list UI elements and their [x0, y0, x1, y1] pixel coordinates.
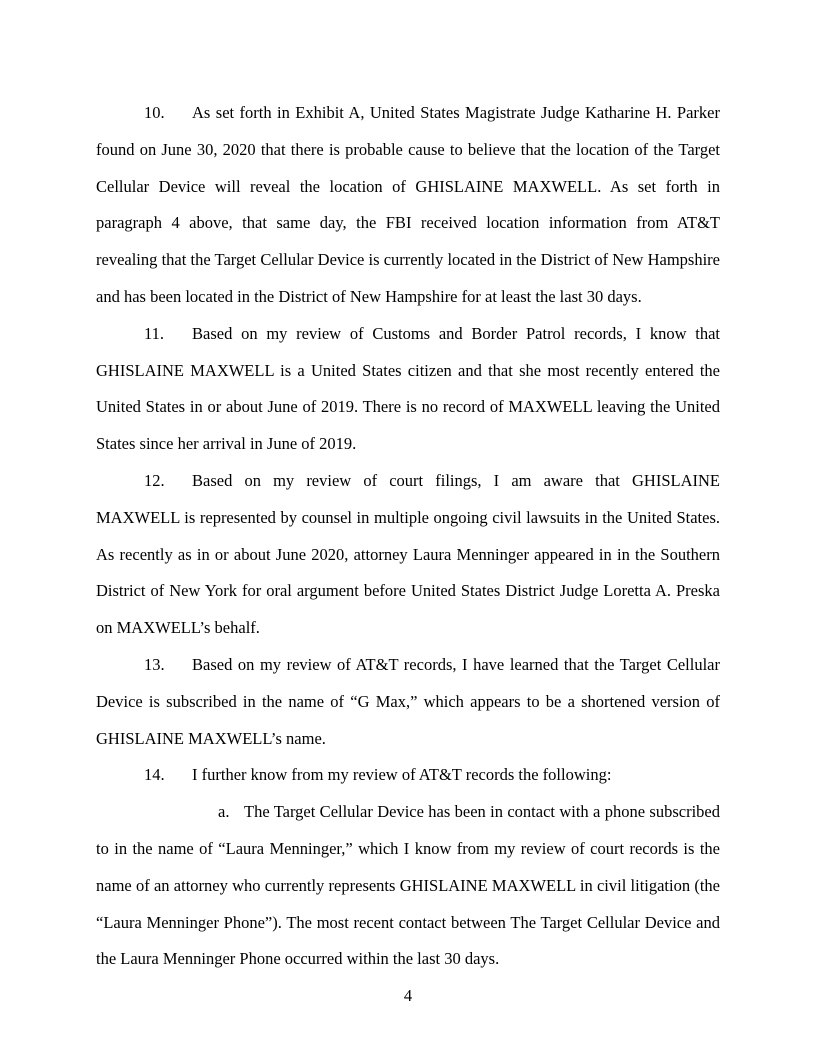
- paragraph-11-text: Based on my review of Customs and Border Patrol records, I know that GHISLAINE MAXWELL is a United States citizen and that she most recently entered the United States in or about June of 2019. There is no record of MAXWELL leaving the United States since her arrival in June of 2019.: [96, 323, 720, 454]
- paragraph-14-number: 14.: [144, 765, 165, 785]
- subparagraph-a: [96, 794, 720, 978]
- paragraph-12-number: 12.: [144, 470, 165, 490]
- paragraph-11-number: 11.: [144, 323, 165, 343]
- paragraph-10: [96, 95, 720, 316]
- paragraph-14: [96, 757, 720, 794]
- subparagraph-a-letter: a.: [218, 802, 230, 822]
- page-number: 4: [403, 986, 413, 1006]
- paragraph-13: [96, 647, 720, 757]
- paragraph-10-number: 10.: [144, 103, 165, 122]
- paragraph-13-number: 13.: [144, 654, 165, 674]
- paragraph-10-text: As set forth in Exhibit A, United States Magistrate Judge Katharine H. Parker found on June 30, 2020 that there is probable cause to believe that the location of the Target Cellular Device will reveal the location of GHISLAINE MAXWELL. As set forth in paragraph 4 above, that same day, the FBI received location information from AT&T revealing that the Target Cellular Device is currently located in the District of New Hampshire and has been located in the District of New Hampshire for at least the last 30 days.: [96, 103, 720, 306]
- paragraph-12: [96, 463, 720, 647]
- paragraph-13-text: Based on my review of AT&T records, I have learned that the Target Cellular Device is subscribed in the name of “G Max,” which appears to be a shortened version of GHISLAINE MAXWELL’s name.: [96, 654, 720, 748]
- paragraph-12-text: Based on my review of court filings, I am aware that GHISLAINE MAXWELL is represented by counsel in multiple ongoing civil lawsuits in the United States. As recently as in or about June 2020, attorney Laura Menninger appeared in in the Southern District of New York for oral argument before United States District Judge Loretta A. Preska on MAXWELL’s behalf.: [96, 470, 720, 638]
- paragraph-14-text: I further know from my review of AT&T records the following:: [192, 765, 612, 785]
- paragraph-11: [96, 316, 720, 463]
- subparagraph-a-text: The Target Cellular Device has been in contact with a phone subscribed to in the name of “Laura Menninger,” which I know from my review of court records is the name of an attorney who currently represents GHISLAINE MAXWELL in civil litigation (the “Laura Menninger Phone”). The most recent contact between The Target Cellular Device and the Laura Menninger Phone occurred within the last 30 days.: [96, 802, 720, 969]
